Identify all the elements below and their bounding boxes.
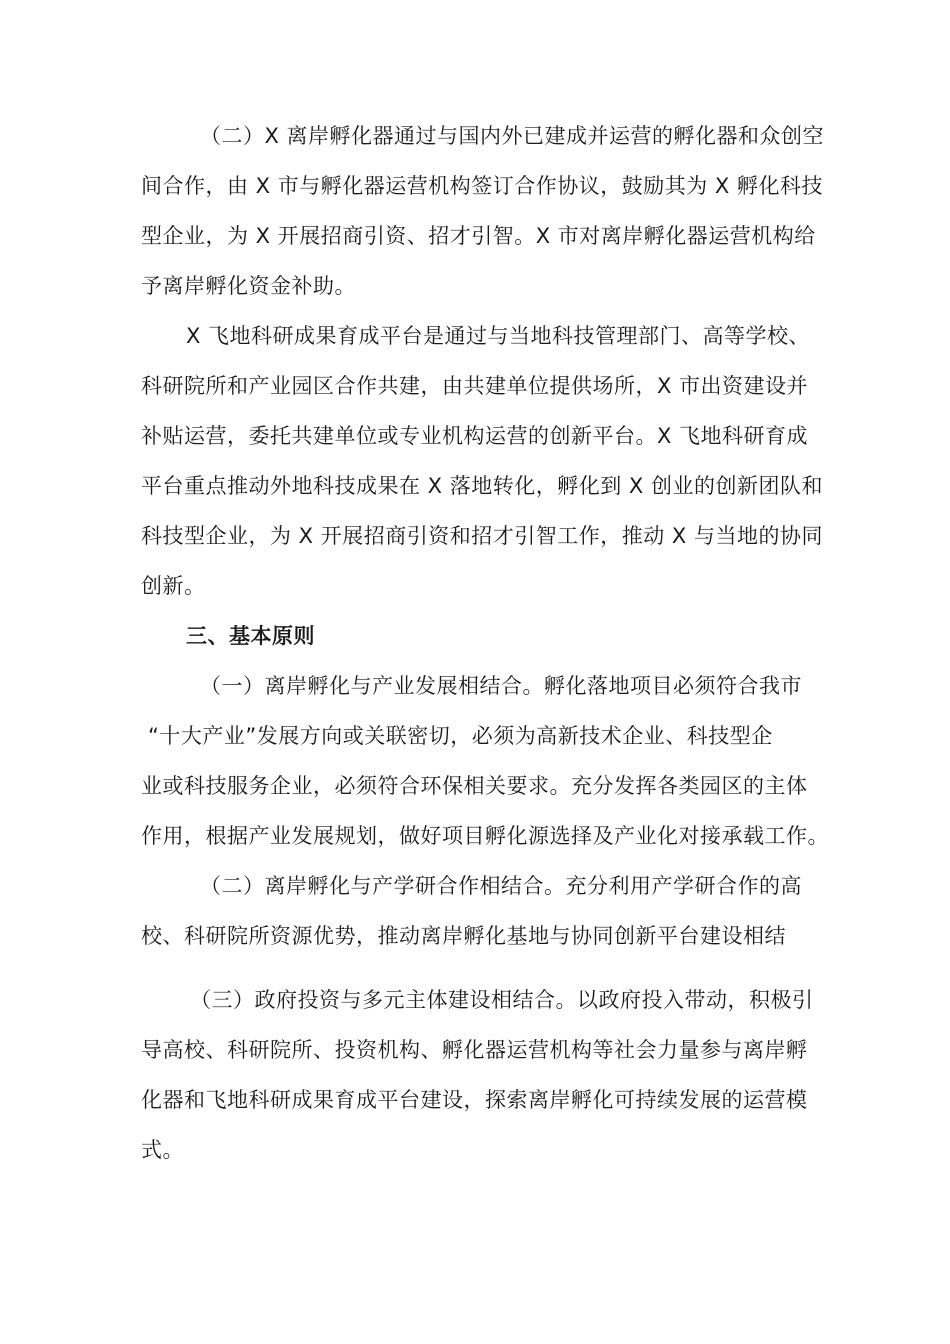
paragraph-line: 创新。 bbox=[141, 574, 206, 598]
paragraph-line: “十大产业”发展方向或关联密切，必须为高新技术企业、科技型企 bbox=[148, 724, 773, 748]
paragraph-line: （二）X 离岸孵化器通过与国内外已建成并运营的孵化器和众创空 bbox=[200, 124, 825, 148]
paragraph-line: 导高校、科研院所、投资机构、孵化器运营机构等社会力量参与离岸孵 bbox=[141, 1038, 808, 1062]
paragraph-line: 式。 bbox=[141, 1138, 184, 1162]
paragraph-line: 校、科研院所资源优势，推动离岸孵化基地与协同创新平台建设相结 bbox=[141, 924, 786, 948]
paragraph-line: 化器和飞地科研成果育成平台建设，探索离岸孵化可持续发展的运营模 bbox=[141, 1088, 808, 1112]
paragraph-line: （三）政府投资与多元主体建设相结合。以政府投入带动，积极引 bbox=[190, 988, 814, 1012]
paragraph-line: （二）离岸孵化与产学研合作相结合。充分利用产学研合作的高 bbox=[200, 874, 802, 898]
paragraph-line: 补贴运营，委托共建单位或专业机构运营的创新平台。X 飞地科研育成 bbox=[141, 424, 809, 448]
paragraph-line: 型企业，为 X 开展招商引资、招才引智。X 市对离岸孵化器运营机构给 bbox=[141, 224, 816, 248]
paragraph-line: 予离岸孵化资金补助。 bbox=[141, 274, 356, 298]
paragraph-line: 业或科技服务企业，必须符合环保相关要求。充分发挥各类园区的主体 bbox=[141, 774, 808, 798]
paragraph-line: 作用，根据产业发展规划，做好项目孵化源选择及产业化对接承载工作。 bbox=[141, 824, 829, 848]
section-heading: 三、基本原则 bbox=[186, 624, 315, 648]
paragraph-line: 间合作，由 X 市与孵化器运营机构签订合作协议，鼓励其为 X 孵化科技 bbox=[141, 174, 823, 198]
paragraph-line: （一）离岸孵化与产业发展相结合。孵化落地项目必须符合我市 bbox=[200, 674, 802, 698]
paragraph-line: 科研院所和产业园区合作共建，由共建单位提供场所，X 市出资建设并 bbox=[141, 374, 809, 398]
paragraph-line: X 飞地科研成果育成平台是通过与当地科技管理部门、高等学校、 bbox=[186, 324, 811, 348]
paragraph-line: 平台重点推动外地科技成果在 X 落地转化，孵化到 X 创业的创新团队和 bbox=[141, 474, 823, 498]
paragraph-line: 科技型企业，为 X 开展招商引资和招才引智工作，推动 X 与当地的协同 bbox=[141, 524, 823, 548]
